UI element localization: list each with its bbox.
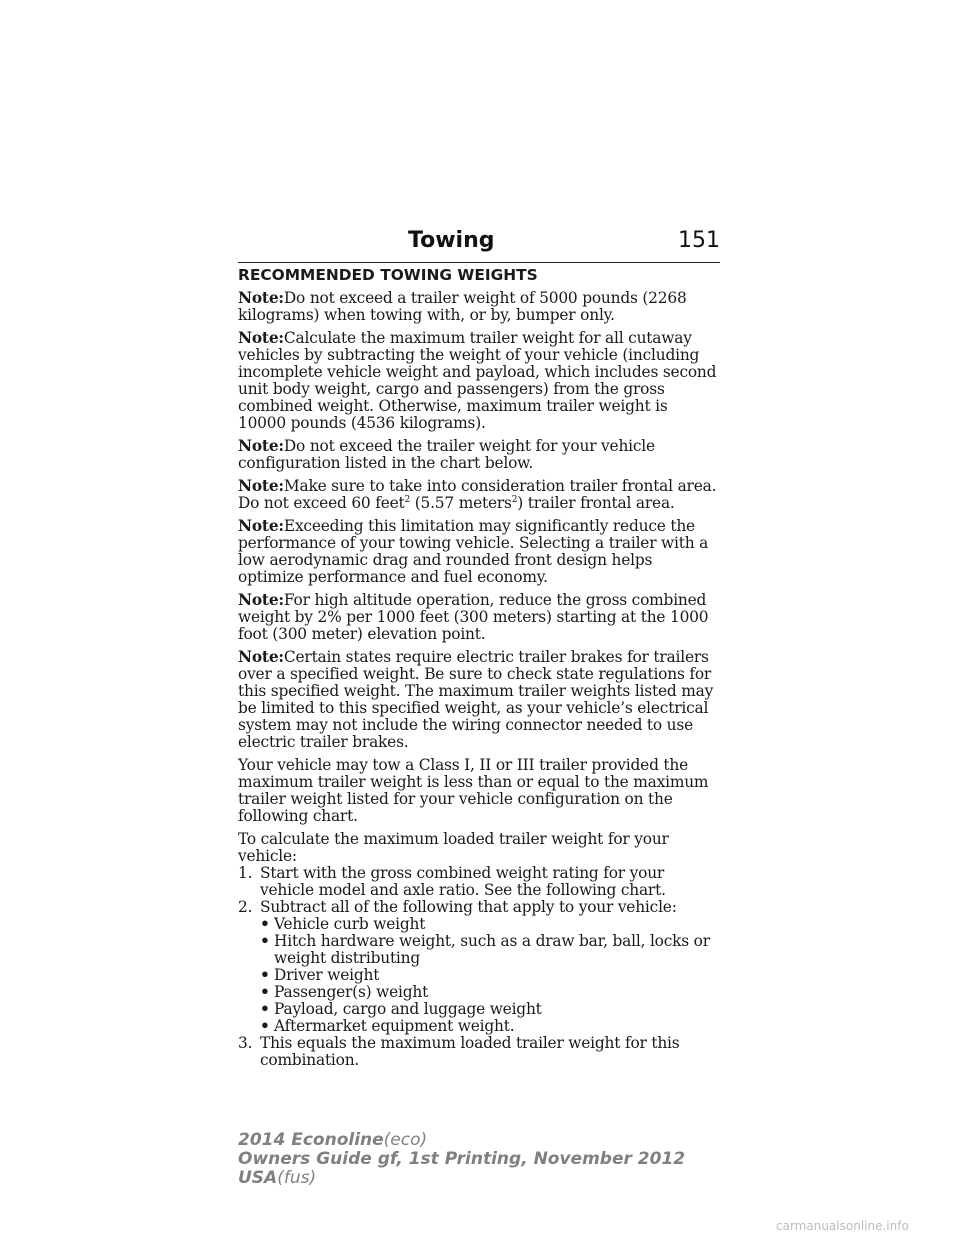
note-text: Calculate the maximum trailer weight for all cutaway vehicles by subtracting the weight of your vehicle (including incomplete vehicle weight and payload, which includes second unit body weight, cargo and passengers) from the gross combined weight. Otherwise, maximum trailer weight is 10000 pounds (4536 kilograms). <box>238 329 717 432</box>
section-heading: RECOMMENDED TOWING WEIGHTS <box>238 266 538 284</box>
bullet-icon: • <box>260 1017 270 1035</box>
note-label: Note: <box>238 517 284 535</box>
site-watermark: carmanualsonline.info <box>776 1219 909 1233</box>
list-item <box>260 967 720 984</box>
subtract-list <box>238 916 720 1035</box>
note-text: Certain states require electric trailer brakes for trailers over a specified weight. Be sure to check state regulations for this specified weight. The maximum trailer weights listed may be limited to this specified weight, as your vehicle’s electrical system may not include the wiring connector needed to use electric trailer brakes. <box>238 648 714 751</box>
step-number: 3. <box>238 1034 253 1052</box>
bullet-icon: • <box>260 932 270 950</box>
step-number: 1. <box>238 864 253 882</box>
market-name: USA <box>238 1168 278 1188</box>
note-text: Do not exceed the trailer weight for your vehicle configuration listed in the chart below. <box>238 437 655 472</box>
list-item-text: Driver weight <box>274 966 380 984</box>
note-text: For high altitude operation, reduce the gross combined weight by 2% per 1000 feet (300 meters) starting at the 1000 foot (300 meter) elevation point. <box>238 591 709 643</box>
footer-line-2: Owners Guide gf, 1st Printing, November 2012 <box>238 1149 686 1169</box>
note-label: Note: <box>238 289 284 307</box>
note-label: Note: <box>238 437 284 455</box>
note-3 <box>238 438 720 472</box>
bullet-icon: • <box>260 966 270 984</box>
section-title: Towing <box>408 228 495 253</box>
note-7 <box>238 649 720 751</box>
step-2 <box>238 899 720 916</box>
note-text: Exceeding this limitation may significantly reduce the performance of your towing vehicle. Selecting a trailer with a low aerodynamic drag and rounded front design helps optimize performance and fuel economy. <box>238 517 709 586</box>
list-item <box>260 1018 720 1035</box>
market-code: (fus) <box>277 1168 317 1188</box>
calc-intro: To calculate the maximum loaded trailer weight for your vehicle: <box>238 830 669 865</box>
note-1 <box>238 290 720 324</box>
page-number: 151 <box>678 228 720 253</box>
note-2 <box>238 330 720 432</box>
list-item <box>260 933 720 967</box>
footer-line-3 <box>238 1169 738 1188</box>
print-footer <box>238 1131 738 1188</box>
footer-line-1 <box>238 1131 738 1150</box>
superscript-2: 2 <box>511 495 518 505</box>
note-label: Note: <box>238 648 284 666</box>
bullet-icon: • <box>260 1000 270 1018</box>
list-item-text: Vehicle curb weight <box>274 915 426 933</box>
list-item-text: Aftermarket equipment weight. <box>274 1017 515 1035</box>
list-item-text: Passenger(s) weight <box>274 983 429 1001</box>
note-text: (5.57 meters <box>410 494 512 512</box>
step-text: This equals the maximum loaded trailer weight for this combination. <box>260 1034 680 1069</box>
note-4 <box>238 478 720 512</box>
page-header <box>238 228 720 263</box>
note-text: ) trailer frontal area. <box>517 494 675 512</box>
list-item <box>260 916 720 933</box>
list-item <box>260 1001 720 1018</box>
note-label: Note: <box>238 477 284 495</box>
step-3 <box>238 1035 720 1069</box>
model-code: (eco) <box>383 1130 428 1150</box>
list-item <box>260 984 720 1001</box>
note-text: Do not exceed a trailer weight of 5000 pounds (2268 kilograms) when towing with, or by, bumper only. <box>238 289 687 324</box>
list-item-text: Payload, cargo and luggage weight <box>274 1000 542 1018</box>
class-paragraph: Your vehicle may tow a Class I, II or III trailer provided the maximum trailer weight is less than or equal to the maximum trailer weight listed for your vehicle configuration on the following chart. <box>238 756 709 825</box>
list-item-text: Hitch hardware weight, such as a draw bar, ball, locks or weight distributing <box>274 932 710 967</box>
superscript-2: 2 <box>404 495 411 505</box>
model-name: 2014 Econoline <box>238 1130 384 1150</box>
note-label: Note: <box>238 591 284 609</box>
note-text: Make sure to take into consideration trailer frontal area. Do not exceed 60 feet <box>238 477 717 512</box>
step-text: Start with the gross combined weight rating for your vehicle model and axle ratio. See the following chart. <box>260 864 666 899</box>
note-6 <box>238 592 720 643</box>
note-label: Note: <box>238 329 284 347</box>
step-number: 2. <box>238 898 253 916</box>
step-text: Subtract all of the following that apply to your vehicle: <box>260 898 677 916</box>
step-1 <box>238 865 720 899</box>
bullet-icon: • <box>260 915 270 933</box>
note-5 <box>238 518 720 586</box>
bullet-icon: • <box>260 983 270 1001</box>
page-content <box>238 267 720 1069</box>
